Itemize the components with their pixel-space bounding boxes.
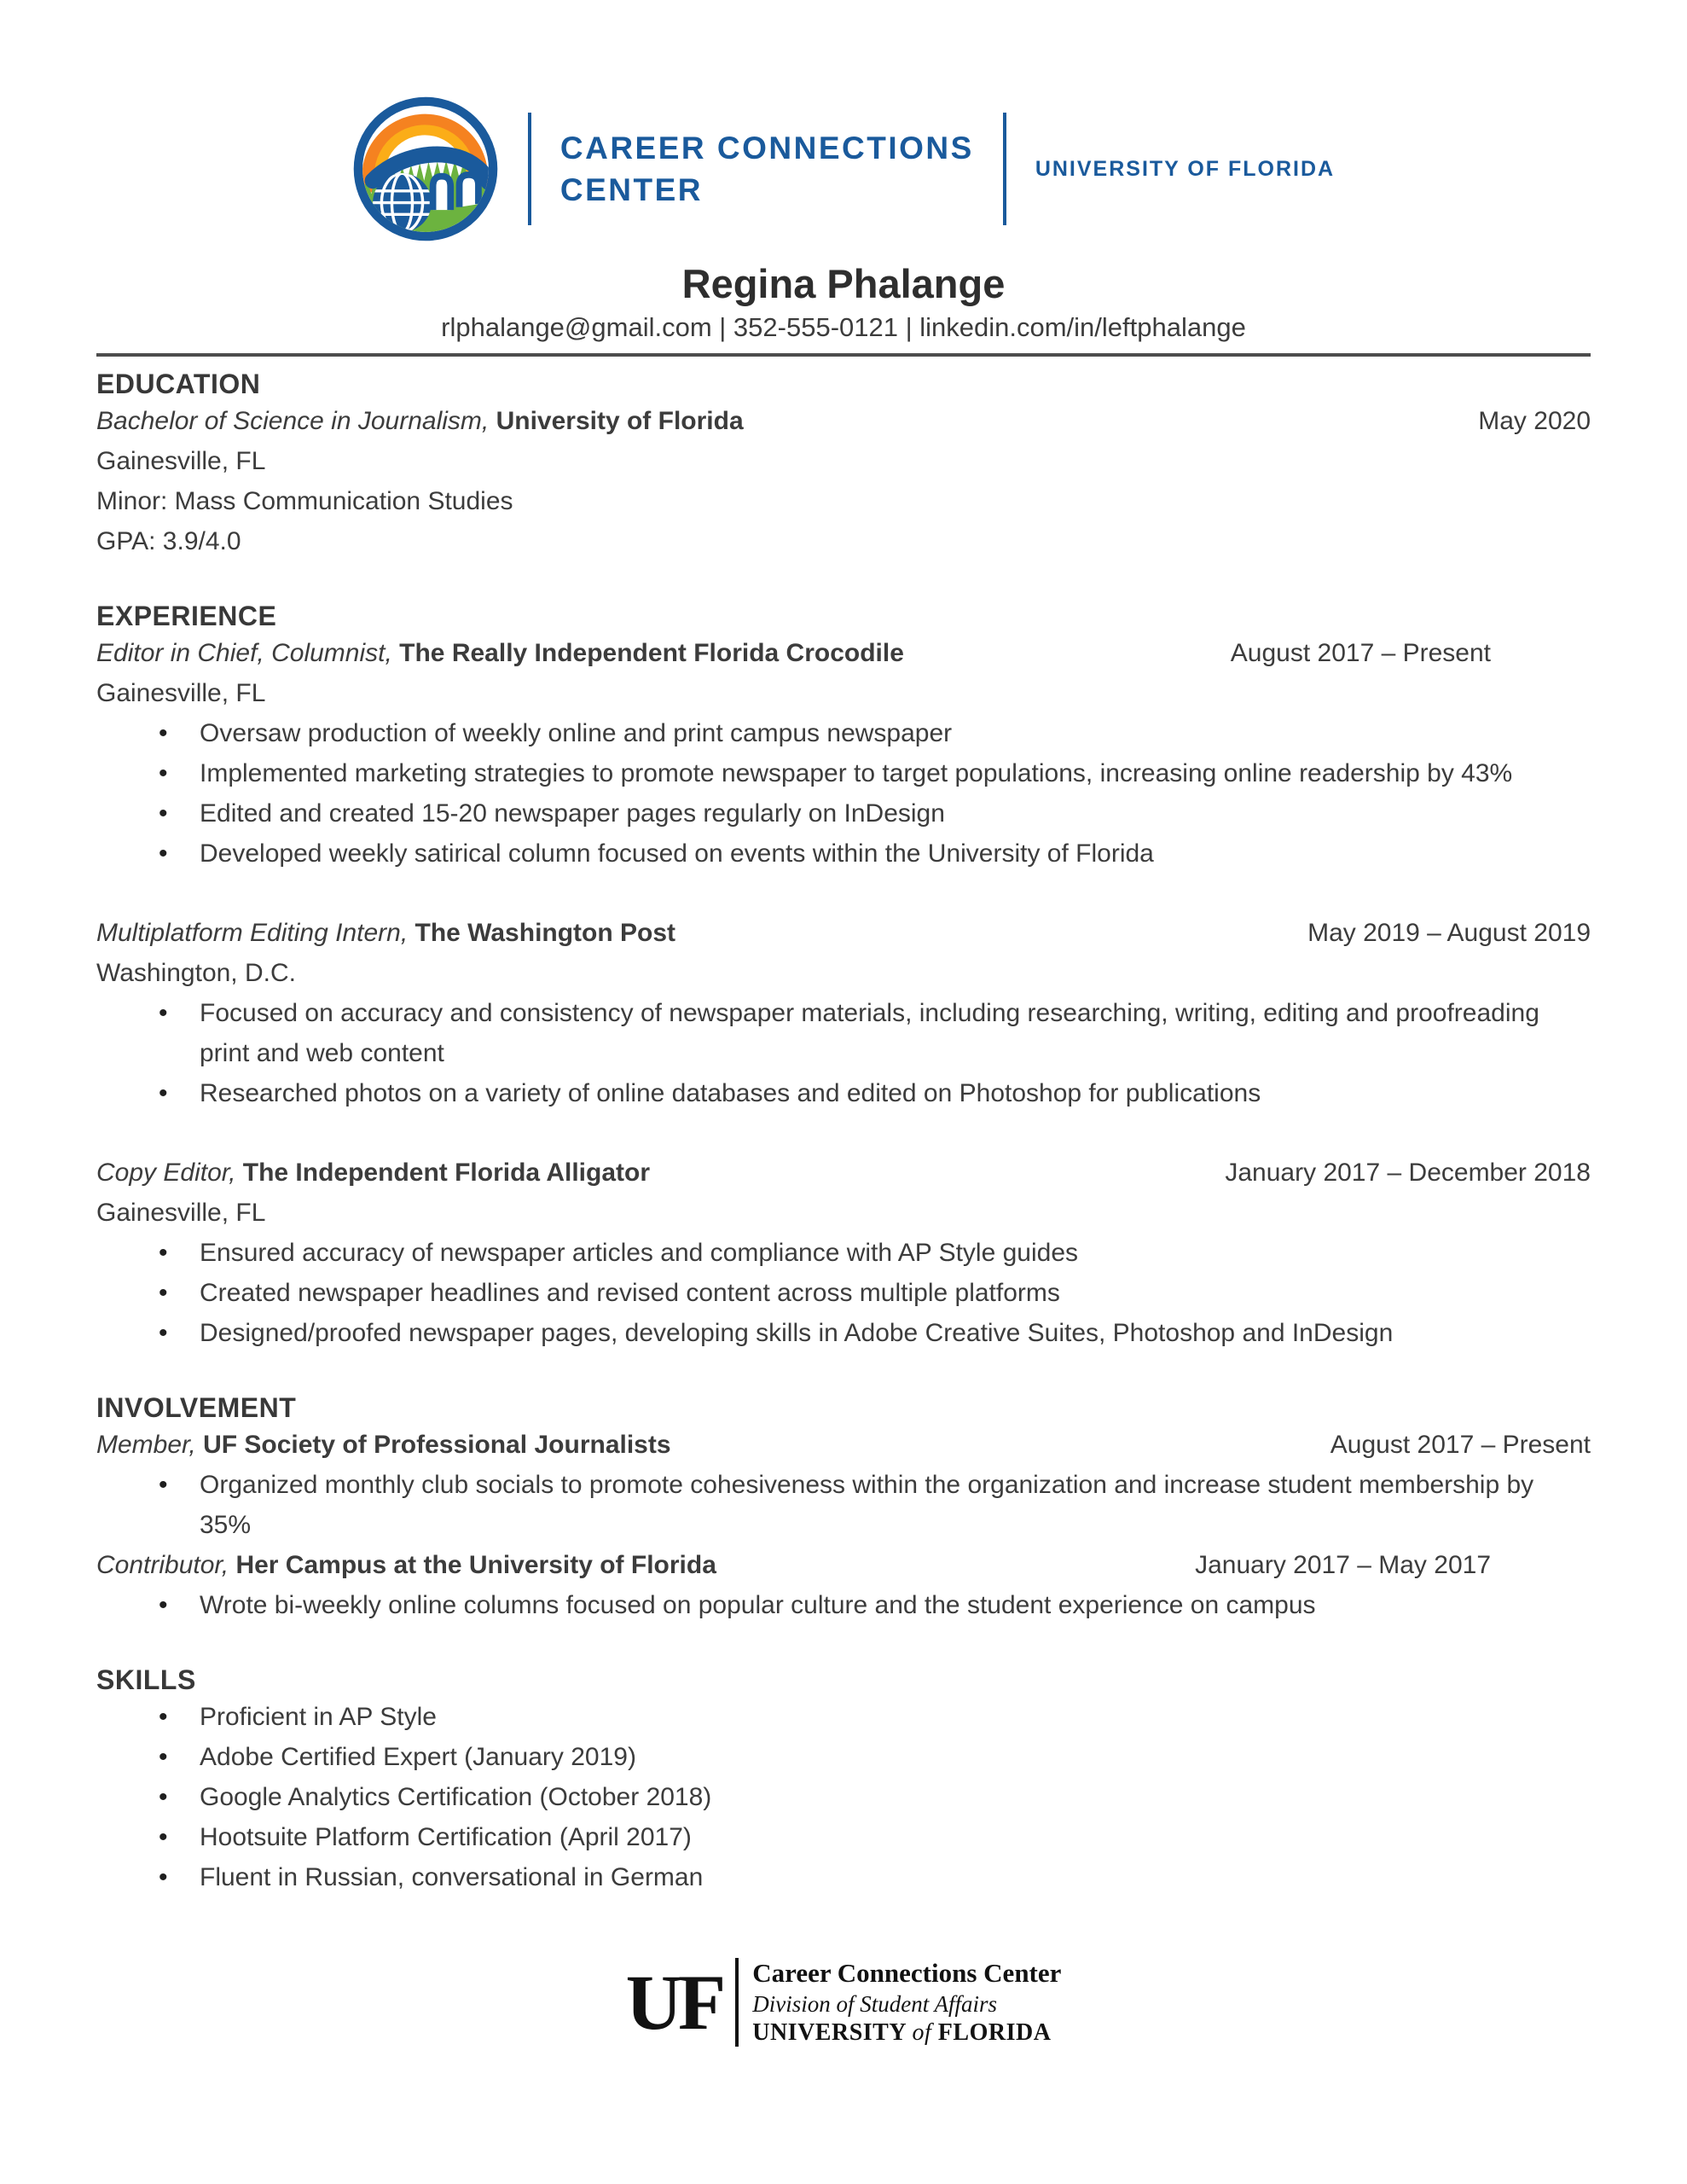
uf-footer-lockup <box>96 1957 1591 2048</box>
education-degree: Bachelor of Science in Journalism, <box>96 407 490 435</box>
entry-title-line <box>96 1153 1591 1193</box>
section-skills <box>96 1663 1591 1897</box>
section-experience <box>96 599 1591 1353</box>
letterhead <box>96 0 1591 242</box>
experience-entry-crocodile <box>96 633 1591 874</box>
org-name-line2: CENTER <box>559 172 704 207</box>
letterhead-divider-right <box>1003 113 1006 225</box>
education-entry-line <box>96 401 1591 441</box>
bullet-item: • Developed weekly satirical column focused on events within the University of Florida <box>157 834 1591 874</box>
entry-role: Multiplatform Editing Intern, <box>96 919 409 947</box>
entry-role: Copy Editor, <box>96 1159 236 1187</box>
entry-title-line <box>96 1545 1591 1585</box>
footer-line3-florida: FLORIDA <box>937 2019 1052 2046</box>
experience-entry-washington-post <box>96 913 1591 1113</box>
entry-org: The Independent Florida Alligator <box>242 1159 650 1187</box>
section-involvement <box>96 1391 1591 1625</box>
education-location: Gainesville, FL <box>96 447 266 475</box>
org-name-line1: CAREER CONNECTIONS <box>559 131 974 166</box>
entry-date: January 2017 – December 2018 <box>1225 1159 1591 1187</box>
section-education <box>96 367 1591 561</box>
header-rule <box>96 353 1591 357</box>
bullet-item: • Adobe Certified Expert (January 2019) <box>157 1737 1591 1777</box>
bullet-item: • Google Analytics Certification (October 2018) <box>157 1777 1591 1817</box>
bullet-list <box>96 1697 1591 1897</box>
bullet-list <box>96 713 1591 874</box>
experience-entry-alligator <box>96 1153 1591 1353</box>
bullet-item: • Implemented marketing strategies to promote newspaper to target populations, increasing online readership by 43% <box>157 753 1591 793</box>
education-heading: EDUCATION <box>96 369 261 399</box>
footer-line2: Division of Student Affairs <box>752 1991 997 2017</box>
footer-line3 <box>752 2018 1061 2048</box>
career-connections-center-logo-icon <box>352 96 499 242</box>
bullet-list <box>96 993 1591 1113</box>
university-label: UNIVERSITY OF FLORIDA <box>1035 156 1336 181</box>
person-name: Regina Phalange <box>681 261 1006 306</box>
footer-line3-of: of <box>912 2019 932 2046</box>
entry-location: Washington, D.C. <box>96 959 296 987</box>
letterhead-divider-left <box>528 113 531 225</box>
footer-divider <box>735 1958 739 2047</box>
uf-monogram-icon: UF <box>625 1959 722 2046</box>
bullet-item: • Researched photos on a variety of online databases and edited on Photoshop for publications <box>157 1073 1591 1113</box>
entry-date: May 2019 – August 2019 <box>1307 919 1591 947</box>
entry-role-org <box>96 1153 650 1193</box>
bullet-item: • Created newspaper headlines and revised content across multiple platforms <box>157 1273 1591 1313</box>
entry-title-line <box>96 1425 1591 1465</box>
entry-title-line <box>96 633 1591 673</box>
entry-role-org <box>96 1425 671 1465</box>
bullet-item: • Proficient in AP Style <box>157 1697 1591 1737</box>
entry-role-org <box>96 913 675 953</box>
entry-role-org <box>96 633 904 673</box>
entry-date: August 2017 – Present <box>1230 639 1491 667</box>
education-date: May 2020 <box>1478 407 1591 435</box>
bullet-item: • Fluent in Russian, conversational in German <box>157 1857 1591 1897</box>
bullet-item: • Designed/proofed newspaper pages, developing skills in Adobe Creative Suites, Photoshop and InDesign <box>157 1313 1591 1353</box>
contact-line: rlphalange@gmail.com | 352-555-0121 | linkedin.com/in/leftphalange <box>441 312 1246 342</box>
entry-title-line <box>96 913 1591 953</box>
bullet-item: • Edited and created 15-20 newspaper pages regularly on InDesign <box>157 793 1591 834</box>
entry-location: Gainesville, FL <box>96 679 266 707</box>
involvement-entry-spj <box>96 1425 1591 1545</box>
footer-line3-university: UNIVERSITY <box>752 2019 907 2046</box>
entry-date: January 2017 – May 2017 <box>1195 1551 1491 1579</box>
education-school: University of Florida <box>496 407 744 435</box>
entry-role-org <box>96 1545 716 1585</box>
bullet-item: • Organized monthly club socials to promote cohesiveness within the organization and increase student membership by 35% <box>157 1465 1591 1545</box>
education-minor: Minor: Mass Communication Studies <box>96 487 513 515</box>
entry-org: The Washington Post <box>415 919 676 947</box>
education-degree-school <box>96 401 744 441</box>
involvement-heading: INVOLVEMENT <box>96 1392 297 1423</box>
bullet-item: • Wrote bi-weekly online columns focused on popular culture and the student experience on campus <box>157 1585 1591 1625</box>
entry-org: UF Society of Professional Journalists <box>203 1431 671 1459</box>
involvement-entry-her-campus <box>96 1545 1591 1625</box>
entry-role: Editor in Chief, Columnist, <box>96 639 392 667</box>
entry-location: Gainesville, FL <box>96 1199 266 1227</box>
experience-heading: EXPERIENCE <box>96 601 277 631</box>
entry-role: Contributor, <box>96 1551 229 1579</box>
org-name <box>560 127 974 211</box>
entry-org: The Really Independent Florida Crocodile <box>399 639 904 667</box>
footer-text <box>752 1957 1061 2048</box>
bullet-list <box>96 1233 1591 1353</box>
bullet-item: • Ensured accuracy of newspaper articles and compliance with AP Style guides <box>157 1233 1591 1273</box>
education-gpa: GPA: 3.9/4.0 <box>96 527 241 555</box>
skills-heading: SKILLS <box>96 1664 196 1695</box>
entry-org: Her Campus at the University of Florida <box>235 1551 716 1579</box>
bullet-item: • Focused on accuracy and consistency of newspaper materials, including researching, writing, editing and proofreading print and web content <box>157 993 1591 1073</box>
bullet-list <box>96 1465 1591 1545</box>
entry-date: August 2017 – Present <box>1330 1431 1591 1459</box>
footer-line1: Career Connections Center <box>752 1958 1062 1988</box>
bullet-list <box>96 1585 1591 1625</box>
bullet-item: • Hootsuite Platform Certification (April 2017) <box>157 1817 1591 1857</box>
bullet-item: • Oversaw production of weekly online and print campus newspaper <box>157 713 1591 753</box>
entry-role: Member, <box>96 1431 196 1459</box>
